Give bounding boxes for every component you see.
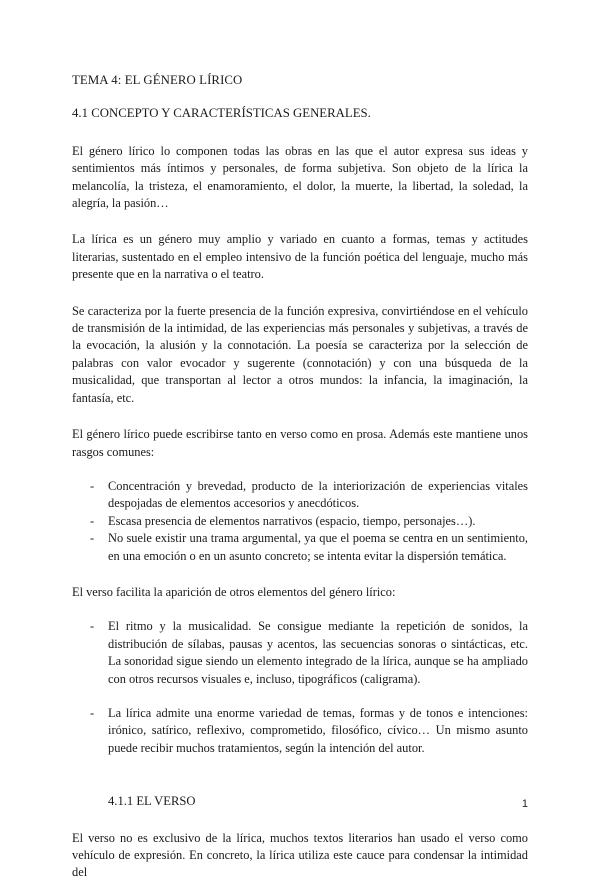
bullet-dash: - xyxy=(90,705,95,720)
list-item xyxy=(72,478,528,513)
document-page xyxy=(72,72,528,882)
paragraph-verse-prose: El género lírico puede escribirse tanto en verso como en prosa. Además este mantiene unos rasgos comunes: xyxy=(72,427,528,459)
bullet-dash: - xyxy=(90,531,95,546)
paragraph-definition: El género lírico lo componen todas las obras en las que el autor expresa sus ideas y sentimientos más íntimos y personales, de forma subjetiva. Son objeto de la lírica la melancolía, la tristeza, el enamoramiento, el dolor, la muerte, la libertad, la soledad, la alegría, la pasión… xyxy=(72,143,528,211)
list-item-text: No suele existir una trama argumental, ya que el poema se centra en un sentimiento, en una emoción o en un asunto concreto; se intenta evitar la dispersión temática. xyxy=(108,531,528,563)
paragraph-variety: La lírica es un género muy amplio y variado en cuanto a formas, temas y actitudes literarias, sustentado en el empleo intensivo de la función poética del lenguaje, mucho más presente que en la narrativa o el teatro. xyxy=(72,232,528,282)
list-item-text: Concentración y brevedad, producto de la interiorización de experiencias vitales despojadas de elementos accesorios y anecdóticos. xyxy=(108,478,528,511)
paragraph-expressive-function: Se caracteriza por la fuerte presencia de la función expresiva, convirtiéndose en el vehículo de transmisión de la intimidad, de las experiencias más personales y subjetivas, a través de la evocación, la alusión y la connotación. La poesía se caracteriza por la selección de palabras con valor evocador y sugerente (connotación) y con una búsqueda de la musicalidad, que transportan al lector a otros mundos: la infancia, la imaginación, la fantasía, etc. xyxy=(72,303,528,405)
traits-list xyxy=(72,478,528,565)
page-number: 1 xyxy=(521,798,528,810)
bullet-dash: - xyxy=(90,619,95,634)
bullet-dash: - xyxy=(90,513,95,528)
list-item xyxy=(72,618,528,688)
list-item-text: El ritmo y la musicalidad. Se consigue mediante la repetición de sonidos, la distribución de sílabas, pausas y acentos, las secuencias sonoras o sintácticas, etc. La sonoridad sigue siendo un elemento integrado de la lírica, aunque se ha ampliado con otros recursos visuales e, incluso, tipográficos (caligrama). xyxy=(108,619,528,686)
list-item-text: Escasa presencia de elementos narrativos (espacio, tiempo, personajes…). xyxy=(108,513,476,528)
list-item xyxy=(72,530,528,565)
subsection-title: 4.1.1 EL VERSO xyxy=(108,794,196,809)
list-item xyxy=(72,513,528,530)
paragraph-verse-intro: El verso facilita la aparición de otros elementos del género lírico: xyxy=(72,584,396,599)
list-item-text: La lírica admite una enorme variedad de temas, formas y de tonos e intenciones: irónico, satírico, reflexivo, comprometido, filosófico, cívico… Un mismo asunto puede recibir muchos tratamientos, según la intención del autor. xyxy=(108,705,528,755)
verse-elements-list xyxy=(72,618,528,757)
list-item xyxy=(72,705,528,757)
document-title: TEMA 4: EL GÉNERO LÍRICO xyxy=(72,73,243,87)
bullet-dash: - xyxy=(90,478,95,493)
section-title: 4.1 CONCEPTO Y CARACTERÍSTICAS GENERALES. xyxy=(72,106,371,121)
paragraph-verse-vehicle: El verso no es exclusivo de la lírica, muchos textos literarios han usado el verso como vehículo de expresión. En concreto, la lírica utiliza este cauce para condensar la intimidad del xyxy=(72,830,528,880)
